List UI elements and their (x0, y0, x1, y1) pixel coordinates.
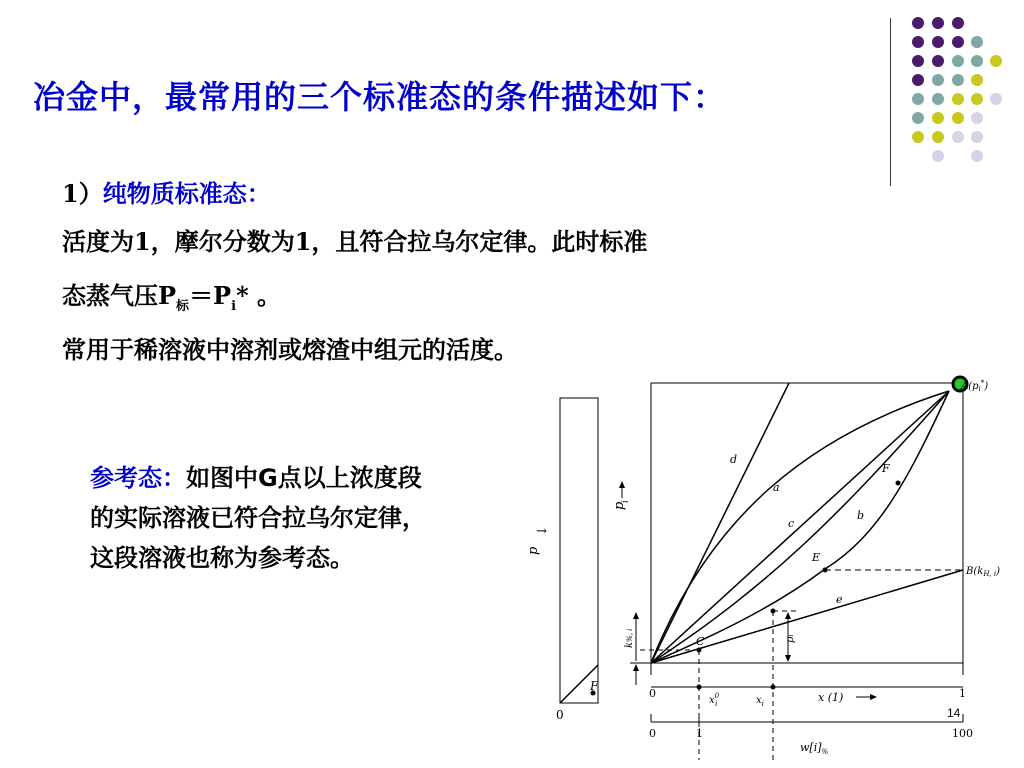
section-heading (62, 174, 271, 209)
point-b-label: $B(k_{H, i})$ (966, 566, 1001, 578)
w-tick-100: 100 (952, 727, 973, 740)
point-f-label: F (882, 462, 890, 475)
body-line-1: 活度为1，摩尔分数为1，且符合拉乌尔定律。此时标准 (62, 227, 648, 256)
ref-text2: 点以上浓度段的实际溶液已符合拉乌尔定律，这段溶液也称为参考态。 (90, 463, 426, 572)
ref-text1: 如图中 (186, 463, 258, 492)
dot-row-1 (912, 17, 964, 29)
raoult-line (651, 391, 949, 663)
left-y-label: p (526, 546, 541, 555)
w-axis-title: $w[i]_{\%}$ (800, 741, 829, 756)
dot-row-3 (912, 55, 1002, 67)
y-label-p: p (612, 501, 627, 510)
x0-label: $x^0$ i (709, 692, 720, 708)
divider-line (890, 18, 891, 186)
dot-row-6 (912, 112, 983, 124)
dot-row-4 (912, 74, 983, 86)
body-line-2 (62, 276, 281, 314)
x-tick-0: 0 (649, 687, 656, 700)
xi-axis-label: $x_i$ (756, 695, 764, 708)
line2-suffix: * 。 (236, 281, 281, 310)
left-partial-figure (526, 398, 599, 722)
dot-row-5 (912, 93, 1002, 105)
pi-annotation: pi (785, 634, 796, 643)
dot-row-2 (912, 36, 983, 48)
left-arrow: → (536, 524, 547, 539)
slide-title: 冶金中，最常用的三个标准态的条件描述如下： (33, 78, 727, 116)
curve-d (651, 383, 789, 663)
x-tick-1: 1 (959, 687, 966, 700)
w-tick-1: 1 (696, 727, 703, 740)
label-d: d (730, 453, 738, 466)
label-a: a (773, 481, 780, 494)
page-number: 14 (947, 706, 961, 720)
left-origin-label: 0 (556, 708, 564, 722)
w-tick-0: 0 (649, 727, 656, 740)
body-line-3: 常用于稀溶液中溶剂或熔渣中组元的活度。 (62, 335, 518, 364)
k-annotation: k%, i (624, 628, 635, 648)
point-f-marker (896, 481, 901, 486)
label-b: b (857, 509, 865, 522)
section-number: 1） (62, 179, 103, 208)
ref-label: 参考态： (90, 463, 186, 492)
line2-sub2: i (231, 298, 237, 314)
point-e-label: E (812, 551, 821, 564)
x-axis-title: x (1) (818, 691, 844, 704)
line2-sub: 标 (176, 298, 190, 314)
x-axis (649, 685, 966, 709)
line2-mid: ＝P (189, 281, 232, 310)
dot-row-7 (912, 131, 983, 143)
label-c: c (788, 517, 795, 530)
reference-state-text (90, 458, 440, 578)
y-label-sub: i (621, 500, 631, 503)
y-axis-label (612, 481, 631, 510)
ref-g: G (258, 464, 278, 492)
dot-row-8 (932, 150, 983, 162)
section-title: 纯物质标准态： (102, 179, 271, 208)
point-a-label: $A(p_i^*)$ (961, 379, 989, 393)
label-e: e (836, 593, 843, 606)
left-point-label: F (590, 679, 599, 693)
line2-prefix: 态蒸气压P (62, 281, 177, 310)
point-c-label: C (696, 635, 705, 648)
w-axis (649, 714, 973, 756)
